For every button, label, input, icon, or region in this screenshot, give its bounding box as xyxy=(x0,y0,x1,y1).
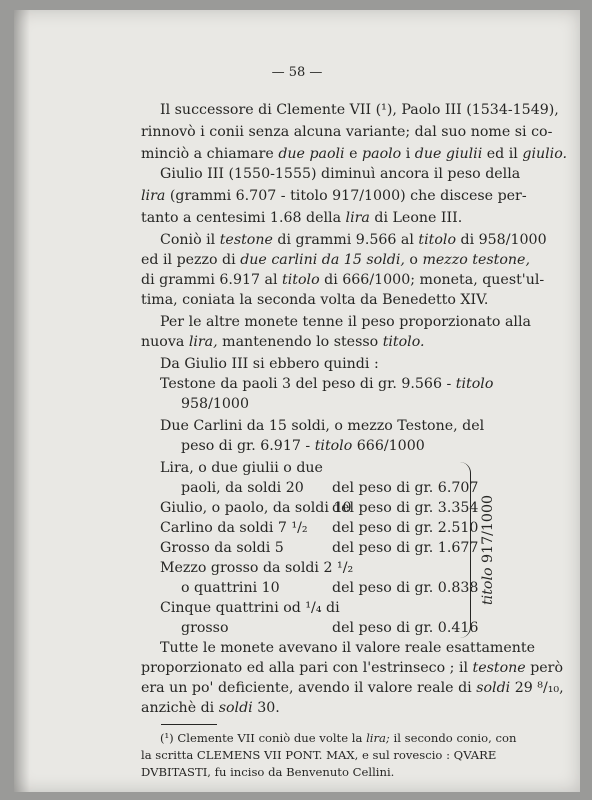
p4-line-1: Per le altre monete tenne il peso proporzionato alla xyxy=(160,314,531,330)
term: titolo xyxy=(455,376,494,392)
p6-line-4 xyxy=(141,700,280,716)
page-number: — 58 — xyxy=(271,65,323,80)
fraction: ¹/₂ xyxy=(291,520,308,536)
text: peso di gr. 6.917 - xyxy=(181,438,315,454)
term: due carlini da 15 soldi, xyxy=(240,252,405,268)
coin-mezzo-line-2: o quattrini 10 xyxy=(181,580,280,596)
coin-giulio-weight: del peso di gr. 3.354 xyxy=(332,500,479,516)
p1-line-3 xyxy=(141,146,567,162)
text: DVBITASTI, fu inciso da Benvenuto Cellini. xyxy=(141,765,395,779)
coin-cinque-line-1 xyxy=(160,600,340,616)
text: di Leone III. xyxy=(369,210,463,226)
coin-mezzo-line-1 xyxy=(160,560,353,576)
p2-line-1: Giulio III (1550-1555) diminuì ancora il peso della xyxy=(160,166,521,182)
term: titolo xyxy=(480,567,496,606)
text: 29 xyxy=(510,680,538,696)
text: di grammi 6.917 al xyxy=(141,272,283,288)
term: due paoli xyxy=(278,146,345,162)
term: titolo xyxy=(282,272,320,288)
text: tanto a centesimi 1.68 della xyxy=(141,210,346,226)
term: titolo. xyxy=(382,334,425,350)
p3-line-2 xyxy=(141,252,530,268)
coin-carlini-line-1: Due Carlini da 15 soldi, o mezzo Testone, del xyxy=(160,418,485,434)
coin-lira-line-1: Lira, o due giulii o due xyxy=(160,460,323,476)
p3-line-1 xyxy=(160,232,547,248)
term: testone xyxy=(219,232,273,248)
text: mantenendo lo stesso xyxy=(217,334,383,350)
page-text xyxy=(14,10,580,792)
text: di xyxy=(321,600,340,616)
p6-line-1: Tutte le monete avevano il valore reale esattamente xyxy=(160,640,536,656)
brace-label-titolo xyxy=(480,495,496,605)
coin-cinque-line-2: grosso xyxy=(181,620,229,636)
text: nuova xyxy=(141,334,189,350)
right-brace xyxy=(460,462,471,638)
text: Mezzo grosso da soldi 2 xyxy=(160,560,338,576)
text: 666/1000 xyxy=(352,438,425,454)
term: lira xyxy=(345,210,370,226)
term: due giulii xyxy=(414,146,483,162)
p5-line: Da Giulio III si ebbero quindi : xyxy=(160,356,379,372)
text: (grammi 6.707 - titolo 917/1000) che discese per- xyxy=(165,188,527,204)
coin-carlino xyxy=(160,520,308,536)
term: soldi xyxy=(218,700,253,716)
text: ed il pezzo di xyxy=(141,252,241,268)
fraction: ¹/₂ xyxy=(337,560,354,576)
text: o xyxy=(404,252,423,268)
coin-testone-line-2: 958/1000 xyxy=(181,396,249,412)
term: testone xyxy=(472,660,526,676)
coin-testone-line-1 xyxy=(160,376,493,392)
term: lira, xyxy=(188,334,218,350)
term: mezzo testone, xyxy=(422,252,530,268)
text: anzichè di xyxy=(141,700,219,716)
coin-lira-weight: del peso di gr. 6.707 xyxy=(332,480,479,496)
text: ed il xyxy=(482,146,523,162)
text: i xyxy=(401,146,415,162)
coin-mezzo-weight: del peso di gr. 0.838 xyxy=(332,580,479,596)
text: di 958/1000 xyxy=(455,232,547,248)
p1-line-1: Il successore di Clemente VII (¹), Paolo III (1534-1549), xyxy=(160,102,559,118)
text: Carlino da soldi 7 xyxy=(160,520,292,536)
fraction: ⁸/₁₀, xyxy=(537,680,564,696)
term: giulio. xyxy=(522,146,567,162)
text: proporzionato ed alla pari con l'estrinseco ; il xyxy=(141,660,473,676)
p2-line-2 xyxy=(141,188,527,204)
term: paolo xyxy=(362,146,402,162)
text: e xyxy=(344,146,363,162)
text: Testone da paoli 3 del peso di gr. 9.566 - xyxy=(160,376,456,392)
text: il secondo conio, con xyxy=(389,731,517,745)
coin-lira-line-2: paoli, da soldi 20 xyxy=(181,480,304,496)
text: di 666/1000; moneta, quest'ul- xyxy=(319,272,545,288)
p1-line-2: rinnovò i conii senza alcuna variante; dal suo nome si co- xyxy=(141,124,553,140)
text: Cinque quattrini od xyxy=(160,600,306,616)
p3-line-3 xyxy=(141,272,544,288)
footnote-rule xyxy=(161,724,217,725)
fraction: ¹/₄ xyxy=(305,600,322,616)
text: minciò a chiamare xyxy=(141,146,279,162)
term: lira xyxy=(141,188,166,204)
book-page xyxy=(14,10,580,792)
term: lira; xyxy=(366,731,390,745)
text: 917/1000 xyxy=(480,494,496,568)
coin-carlini-line-2 xyxy=(181,438,425,454)
text: Coniò il xyxy=(160,232,220,248)
term: titolo xyxy=(314,438,353,454)
text: però xyxy=(525,660,563,676)
text: 30. xyxy=(252,700,280,716)
coin-cinque-weight: del peso di gr. 0.416 xyxy=(332,620,479,636)
coin-grosso: Grosso da soldi 5 xyxy=(160,540,284,556)
coin-carlino-weight: del peso di gr. 2.510 xyxy=(332,520,479,536)
footnote-line xyxy=(141,748,496,762)
text: (¹) Clemente VII coniò due volte la xyxy=(160,731,367,745)
text: di grammi 9.566 al xyxy=(272,232,419,248)
text: la scritta CLEMENS VII PONT. MAX, e sul rovescio : QVARE xyxy=(141,748,497,762)
coin-grosso-weight: del peso di gr. 1.677 xyxy=(332,540,479,556)
p2-line-3 xyxy=(141,210,462,226)
footnote-line xyxy=(160,731,516,745)
coin-giulio: Giulio, o paolo, da soldi 10 xyxy=(160,500,352,516)
term: titolo xyxy=(418,232,456,248)
p4-line-2 xyxy=(141,334,425,350)
term: soldi xyxy=(476,680,511,696)
p3-line-4: tima, coniata la seconda volta da Benedetto XIV. xyxy=(141,292,489,308)
text: era un po' deficiente, avendo il valore reale di xyxy=(141,680,477,696)
footnote-line xyxy=(141,765,394,779)
p6-line-2 xyxy=(141,660,563,676)
p6-line-3 xyxy=(141,680,564,696)
